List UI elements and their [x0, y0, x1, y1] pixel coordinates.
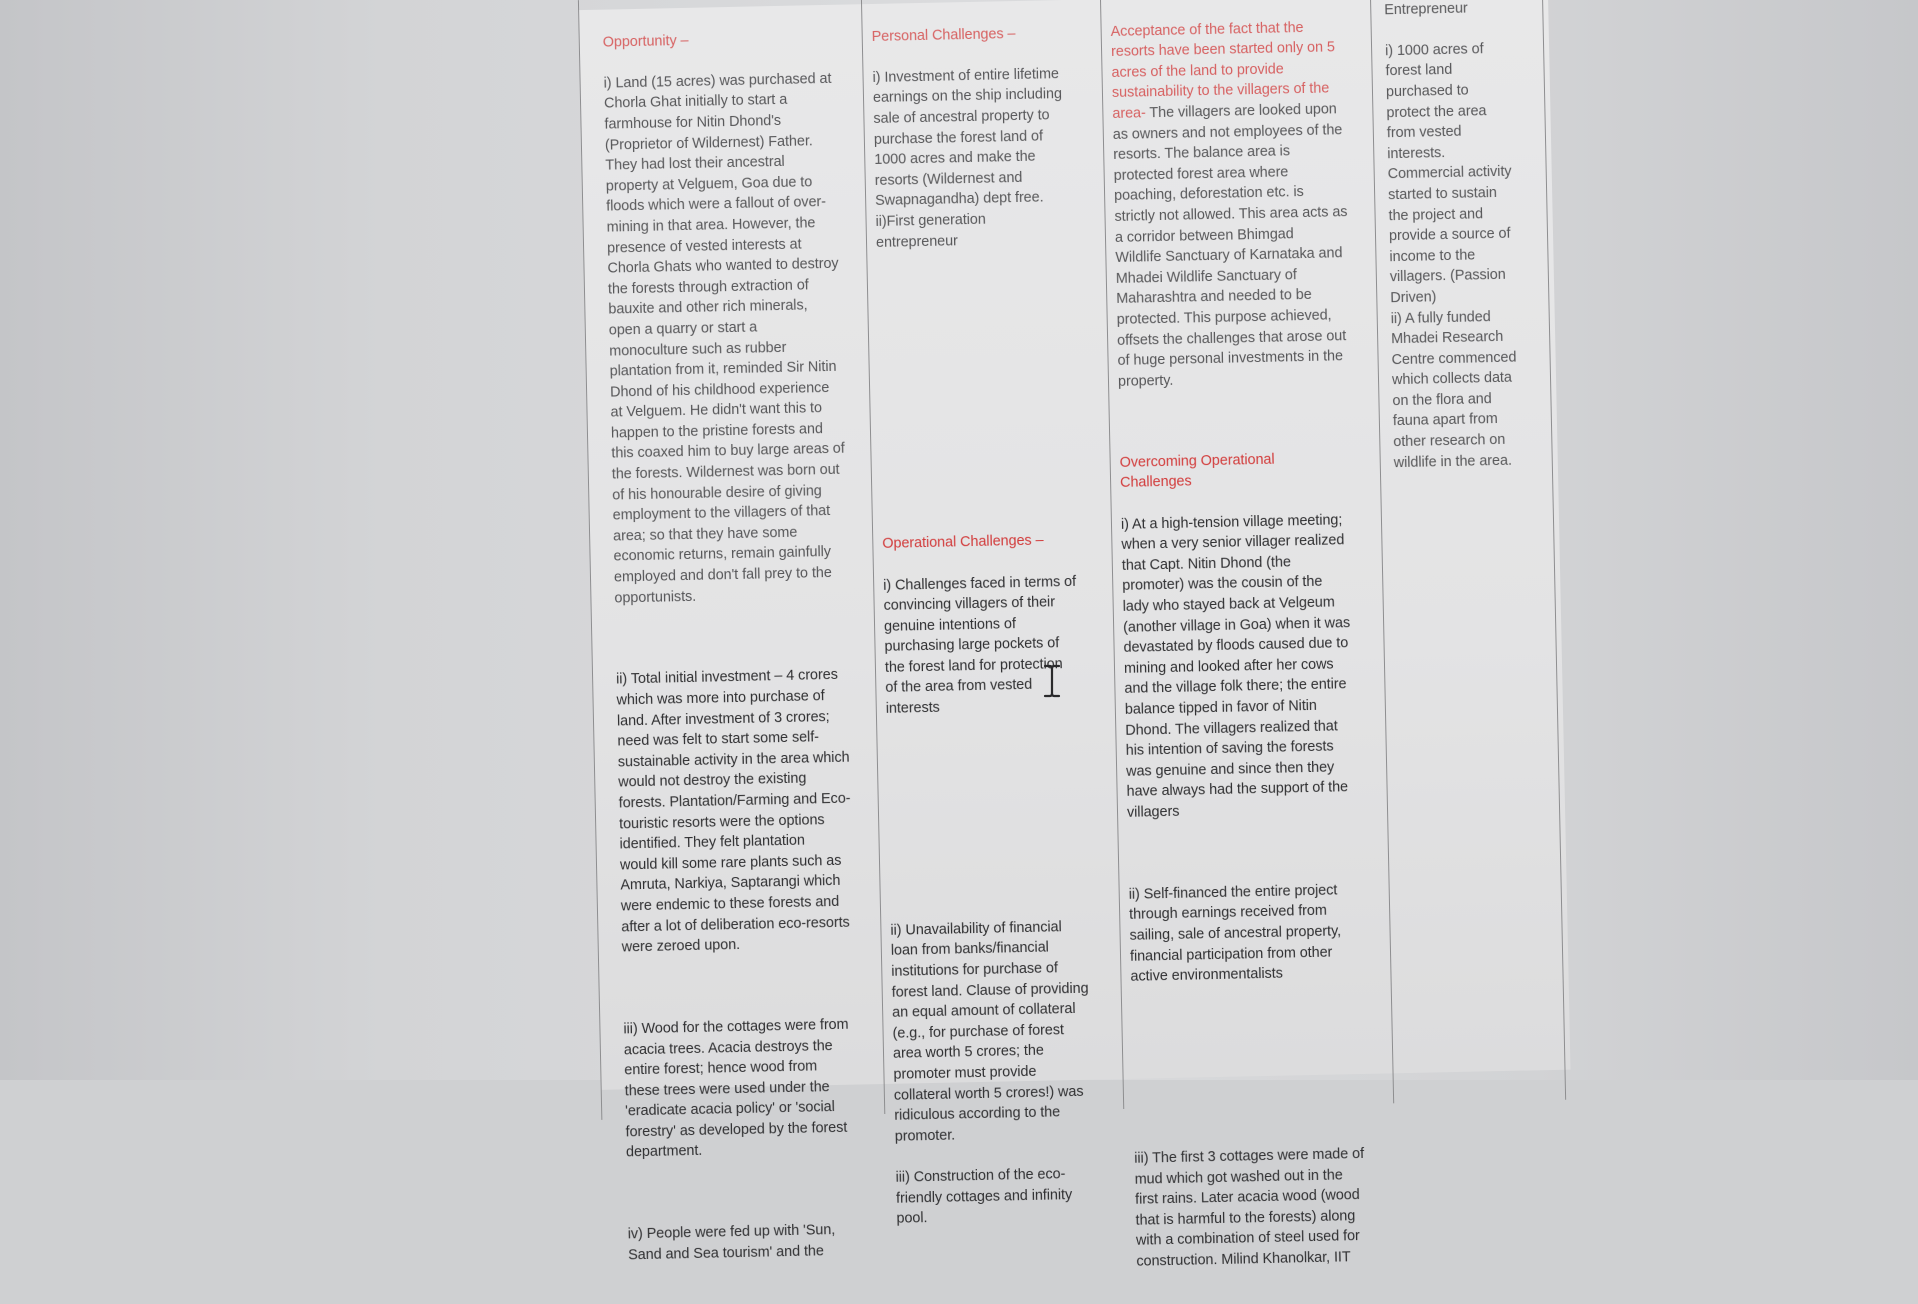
opportunity-heading: Opportunity –: [602, 32, 689, 51]
spacer: [615, 624, 871, 649]
text-cursor-icon: [1041, 664, 1063, 698]
table-border-right: [1542, 0, 1566, 1100]
spacer: [1131, 1003, 1391, 1128]
overcoming-point-2: ii) Self-financed the entire project through earnings received from sailing, sale of ancestral property, financial participation from other active environmentalists: [1128, 882, 1342, 985]
personal-challenges-text: i) Investment of entire lifetime earnings on the ship including sale of ancestral property to purchase the forest land of 1000 acres and make the resorts (Wildernest and Swapnagandha) dept free. ii)First generation entrepreneur: [872, 65, 1063, 251]
entrepreneur-heading: Entrepreneur: [1384, 0, 1468, 18]
opportunity-paragraph-1: i) Land (15 acres) was purchased at Chorla Ghat initially to start a farmhouse for Nitin Dhond's (Proprietor of Wildernest) Father. They had lost their ancestral property at Velguem, Goa due to floods which were a fallout of over- mining in that area. However, the presence of vested interests at Chorla Ghats who wanted to destroy the forests through extraction of bauxite and other rich minerals, open a quarry or start a monoculture such as rubber plantation from it, reminded Sir Nitin Dhond of his childhood experience at Velguem. He didn't want this to happen to the pristine forests and this coaxed him to buy large areas of the forests. Wildernest was born out of his honourable desire of giving employment to the villagers of that area; so that they have some economic returns, remain gainfully employed and don't fall prey to the opportunists.: [603, 70, 845, 607]
overcoming-operational-heading: Overcoming Operational Challenges: [1119, 451, 1275, 492]
operational-challenge-2: ii) Unavailability of financial loan from banks/financial institutions for purchase of forest land. Clause of providing an equal amount of collateral (e.g., for purchase of forest area worth 5 crores; the promoter must provide collateral worth 5 crores!) was ridiculous according to the promoter.: [890, 919, 1089, 1145]
spacer: [1118, 387, 1377, 432]
spacer: [886, 735, 1115, 900]
spacer: [622, 973, 878, 998]
personal-challenges-heading: Personal Challenges –: [871, 25, 1016, 45]
column-opportunity: [602, 6, 885, 1286]
document-page: [578, 0, 1570, 1270]
acceptance-heading: Acceptance of the fact that the resorts have been started only on 5 acres of the land to provide sustainability to the villagers of the area-: [1110, 19, 1336, 122]
operational-challenge-1: i) Challenges faced in terms of convincing villagers of their genuine intentions of purchasing large pockets of the forest land for protection of the area from vested interests: [883, 573, 1077, 717]
acceptance-text: The villagers are looked upon as owners and not employees of the resorts. The balance area is protected forest area where poaching, deforestation etc. is strictly not allowed. This area acts as a corridor between Bhimgad Wildlife Sanctuary of Karnataka and Mhadei Wildlife Sanctuary of Maharashtra and needed to be protected. This purpose achieved, offsets the challenges that arose out of huge personal investments in the property.: [1112, 101, 1348, 390]
overcoming-point-3: iii) The first 3 cottages were made of mud which got washed out in the first rains. Later acacia wood (wood that is harmful to the forests) along with a combination of steel used for construction. Milind Khanolkar, IIT: [1134, 1145, 1365, 1270]
spacer: [1128, 839, 1386, 864]
entrepreneur-text: i) 1000 acres of forest land purchased to protect the area from vested interests. Commercial activity started to sustain the project and provide a source of income to the villagers. (Passion Driven) ii) A fully funded Mhadei Research Centre commenced which collects data on the flora and fauna apart from other research on wildlife in the area.: [1384, 40, 1517, 471]
opportunity-paragraph-3: iii) Wood for the cottages were from acacia trees. Acacia destroys the entire forest; hence wood from these trees were used under the 'eradicate acacia policy' or 'social forestry' as developed by the forest department.: [623, 1016, 849, 1161]
opportunity-paragraph-2: ii) Total initial investment – 4 crores which was more into purchase of land. After investment of 3 crores; need was felt to start some self- sustainable activity in the area which would not destroy the existing forests. Plantation/Farming and Eco- touristic resorts were the options identified. They felt plantation would kill some rare plants such as Amruta, Narkiya, Saptarangi which were endemic to these forests and after a lot of deliberation eco-resorts were zeroed upon.: [615, 667, 851, 956]
spacer: [877, 269, 1108, 514]
opportunity-paragraph-4: iv) People were fed up with 'Sun, Sand and Sea tourism' and the: [627, 1222, 836, 1264]
operational-challenge-3: iii) Construction of the eco- friendly cottages and infinity pool.: [895, 1166, 1073, 1227]
table-border-left: [578, 0, 602, 1120]
spacer: [627, 1179, 883, 1204]
column-overcoming: [1110, 0, 1395, 1293]
overcoming-point-1: i) At a high-tension village meeting; when a very senior villager realized that Capt. Nitin Dhond (the promoter) was the cousin of the lady who stayed back at Velgeum (another village in Goa) when it was devastated by floods caused due to mining and looked after her cows and the village folk there; the entire balance tipped in favor of Nitin Dhond. The villagers realized that his intention of saving the forests was genuine and since then they have always had the support of the villagers: [1120, 511, 1351, 821]
column-entrepreneur: [1384, 0, 1551, 494]
operational-challenges-heading: Operational Challenges –: [882, 532, 1044, 553]
column-challenges: [871, 1, 1123, 1250]
acceptance-paragraph: [1111, 20, 1348, 390]
